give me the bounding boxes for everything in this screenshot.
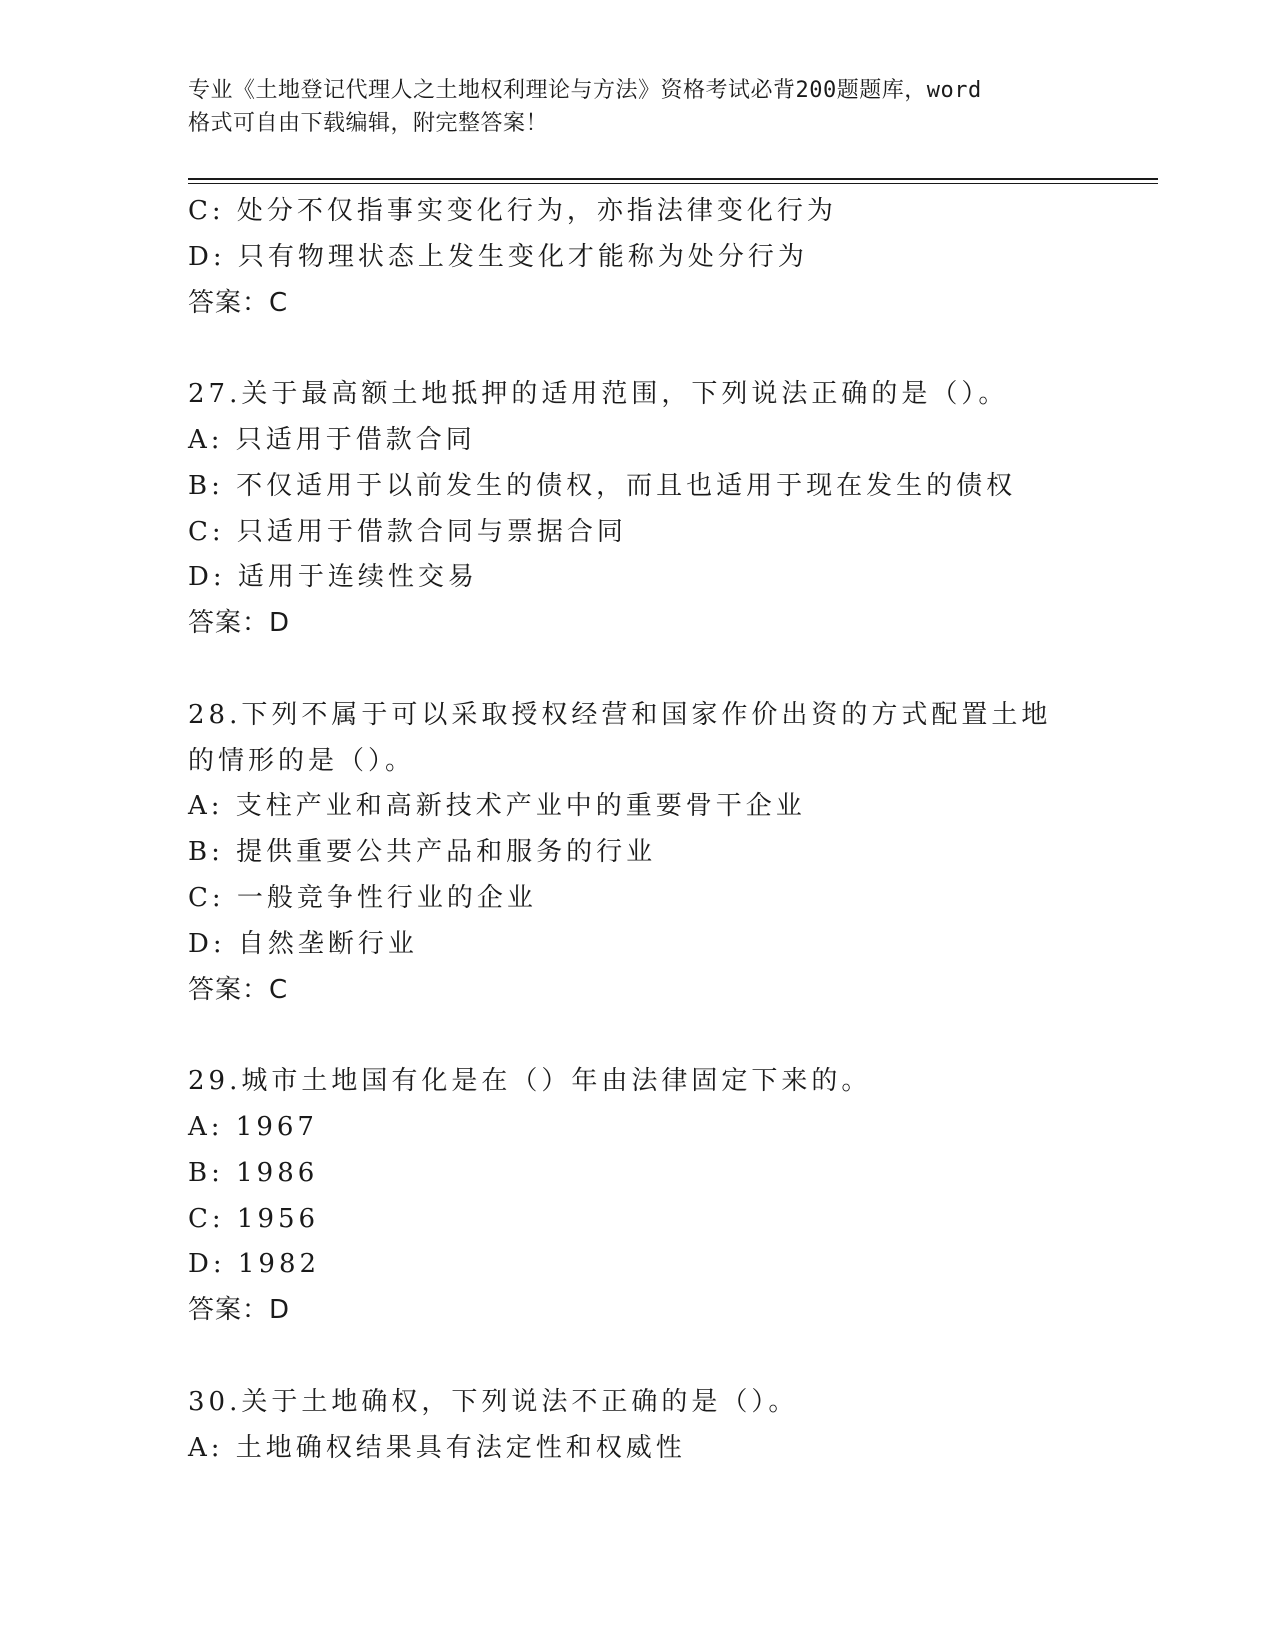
header-title-line-1: 专业《土地登记代理人之土地权利理论与方法》资格考试必背200题题库，word xyxy=(188,78,982,103)
option-d: D: 只有物理状态上发生变化才能称为处分行为 xyxy=(188,241,808,272)
option-b: B: 不仅适用于以前发生的债权，而且也适用于现在发生的债权 xyxy=(188,470,1017,501)
question-text: 28.下列不属于可以采取授权经营和国家作价出资的方式配置土地的情形的是（）。 xyxy=(188,699,1052,776)
question-text: 30.关于土地确权，下列说法不正确的是（）。 xyxy=(188,1386,799,1417)
answer: 答案：D xyxy=(188,1295,291,1326)
option-c: C: 只适用于借款合同与票据合同 xyxy=(188,516,627,547)
spacer xyxy=(188,1013,1088,1059)
spacer xyxy=(188,1334,1088,1380)
question-text: 27.关于最高额土地抵押的适用范围，下列说法正确的是（）。 xyxy=(188,379,1009,410)
header-divider-thick xyxy=(188,178,1158,180)
option-d: D: 1982 xyxy=(188,1249,321,1280)
option-c: C: 一般竞争性行业的企业 xyxy=(188,882,537,913)
option-a: A: 1967 xyxy=(188,1111,318,1142)
question-30 xyxy=(188,1380,1088,1472)
option-a: A: 土地确权结果具有法定性和权威性 xyxy=(188,1432,686,1463)
question-text: 29.城市土地国有化是在（）年由法律固定下来的。 xyxy=(188,1066,872,1097)
question-26-continued xyxy=(188,189,1088,326)
option-d: D: 自然垄断行业 xyxy=(188,928,418,959)
question-27 xyxy=(188,372,1088,647)
option-b: B: 1986 xyxy=(188,1157,319,1188)
spacer xyxy=(188,326,1088,372)
question-list xyxy=(188,189,1088,1471)
option-a: A: 支柱产业和高新技术产业中的重要骨干企业 xyxy=(188,791,806,822)
option-b: B: 提供重要公共产品和服务的行业 xyxy=(188,837,657,868)
option-c: C: 1956 xyxy=(188,1203,320,1234)
spacer xyxy=(188,647,1088,693)
header-divider-thin xyxy=(188,183,1158,184)
document-header xyxy=(188,74,1088,140)
question-29 xyxy=(188,1059,1088,1334)
answer: 答案：C xyxy=(188,974,289,1005)
option-d: D: 适用于连续性交易 xyxy=(188,562,478,593)
answer: 答案：D xyxy=(188,608,291,639)
option-c: C: 处分不仅指事实变化行为，亦指法律变化行为 xyxy=(188,196,837,226)
answer: 答案：C xyxy=(188,287,289,318)
header-title-line-2: 格式可自由下载编辑，附完整答案！ xyxy=(188,111,549,136)
option-a: A: 只适用于借款合同 xyxy=(188,424,476,455)
question-28 xyxy=(188,693,1088,1014)
